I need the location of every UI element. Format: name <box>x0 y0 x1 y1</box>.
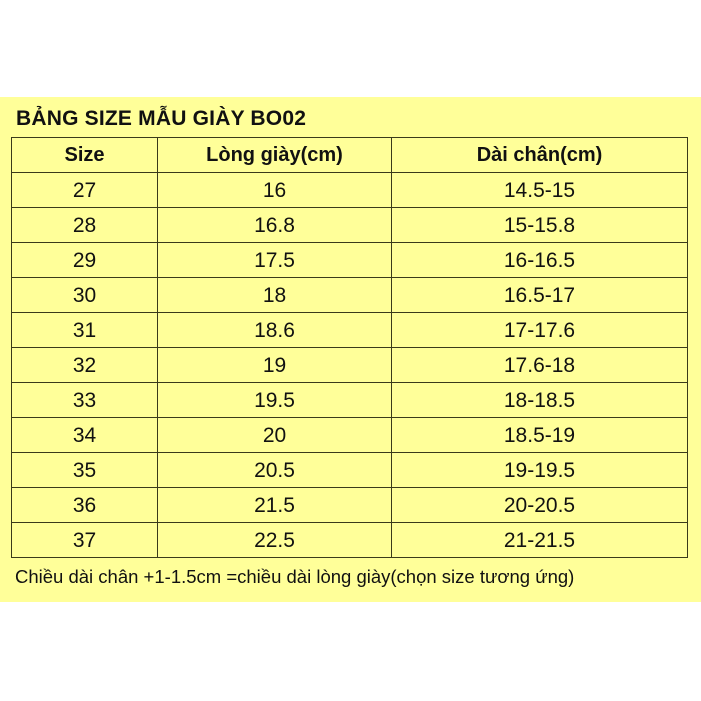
cell-size: 27 <box>12 173 158 208</box>
cell-foot-length: 18-18.5 <box>392 383 688 418</box>
cell-size: 31 <box>12 313 158 348</box>
cell-size: 37 <box>12 523 158 558</box>
cell-insole-length: 16 <box>158 173 392 208</box>
cell-foot-length: 16.5-17 <box>392 278 688 313</box>
cell-foot-length: 17-17.6 <box>392 313 688 348</box>
cell-foot-length: 14.5-15 <box>392 173 688 208</box>
cell-insole-length: 18.6 <box>158 313 392 348</box>
cell-foot-length: 15-15.8 <box>392 208 688 243</box>
cell-insole-length: 20 <box>158 418 392 453</box>
size-chart-panel <box>0 97 701 602</box>
table-row <box>12 348 688 383</box>
table-row <box>12 243 688 278</box>
cell-foot-length: 20-20.5 <box>392 488 688 523</box>
cell-insole-length: 19 <box>158 348 392 383</box>
cell-size: 28 <box>12 208 158 243</box>
size-table <box>11 137 688 558</box>
cell-size: 35 <box>12 453 158 488</box>
header-size: Size <box>12 138 158 173</box>
table-row <box>12 418 688 453</box>
cell-insole-length: 19.5 <box>158 383 392 418</box>
cell-foot-length: 19-19.5 <box>392 453 688 488</box>
table-row <box>12 453 688 488</box>
cell-foot-length: 16-16.5 <box>392 243 688 278</box>
header-insole-length: Lòng giày(cm) <box>158 138 392 173</box>
cell-insole-length: 18 <box>158 278 392 313</box>
header-foot-length: Dài chân(cm) <box>392 138 688 173</box>
cell-insole-length: 21.5 <box>158 488 392 523</box>
table-row <box>12 383 688 418</box>
cell-size: 32 <box>12 348 158 383</box>
table-row <box>12 313 688 348</box>
cell-size: 29 <box>12 243 158 278</box>
table-row <box>12 488 688 523</box>
cell-foot-length: 17.6-18 <box>392 348 688 383</box>
cell-size: 36 <box>12 488 158 523</box>
cell-insole-length: 20.5 <box>158 453 392 488</box>
cell-foot-length: 18.5-19 <box>392 418 688 453</box>
table-header-row <box>12 138 688 173</box>
cell-size: 30 <box>12 278 158 313</box>
cell-size: 33 <box>12 383 158 418</box>
cell-insole-length: 16.8 <box>158 208 392 243</box>
table-row <box>12 173 688 208</box>
table-row <box>12 278 688 313</box>
cell-insole-length: 17.5 <box>158 243 392 278</box>
size-note: Chiều dài chân +1-1.5cm =chiều dài lòng giày(chọn size tương ứng) <box>15 566 575 587</box>
table-row <box>12 208 688 243</box>
table-row <box>12 523 688 558</box>
cell-foot-length: 21-21.5 <box>392 523 688 558</box>
chart-title: BẢNG SIZE MẪU GIÀY BO02 <box>16 107 307 130</box>
cell-size: 34 <box>12 418 158 453</box>
cell-insole-length: 22.5 <box>158 523 392 558</box>
